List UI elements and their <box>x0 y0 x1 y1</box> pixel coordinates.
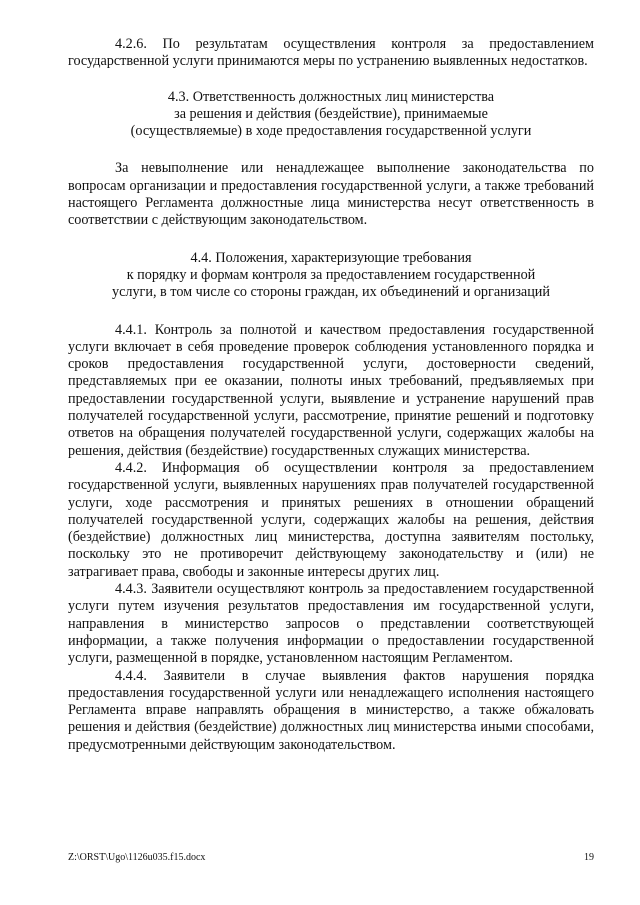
heading-line: 4.3. Ответственность должностных лиц министерства <box>167 88 495 105</box>
paragraph-4-4-4: 4.4.4. Заявители в случае выявления фактов нарушения порядка предоставления государственной услуги или ненадлежащего исполнения настоящего Регламента вправе направлять обращения в министерство, а также обжаловать решения и действия (бездействие) должностных лиц министерства иными способами, предусмотренными действующим законодательством. <box>68 667 594 753</box>
file-path: Z:\ORST\Ugo\1126u035.f15.docx <box>68 852 206 863</box>
paragraph-4-4-2: 4.4.2. Информация об осуществлении контроля за предоставлением государственной услуги, выявленных нарушениях прав получателей государственной услуги, ходе рассмотрения и принятых решениях в отношении обращений получателей государственной услуги, содержащих жалобы на решения, действия (бездействие) должностных лиц министерства, доступна заявителям постольку, поскольку это не противоречит действующему законодательству и (или) не затрагивает права, свободы и законные интересы других лиц. <box>68 459 594 580</box>
paragraph-4-4-1: 4.4.1. Контроль за полнотой и качеством предоставления государственной услуги включает в себя проведение проверок соблюдения установленного порядка и сроков предоставления государственной услуги, достоверности сведений, представляемых при ее оказании, полноты иных требований, предъявляемых при предоставлении государственной услуги, выявление и устранение нарушений прав получателей государственной услуги, рассмотрение, принятие решений и подготовку ответов на обращения получателей государственной услуги, содержащих жалобы на решения, действия (бездействие) государственных служащих министерства. <box>68 321 594 459</box>
section-4-3-heading <box>68 89 594 141</box>
heading-line: (осуществляемые) в ходе предоставления государственной услуги <box>130 123 532 140</box>
paragraph-4-4-3: 4.4.3. Заявители осуществляют контроль за предоставлением государственной услуги путем изучения результатов предоставления им государственной услуги, направления в министерство запросов о представлении соответствующей информации, а также получения информации о предоставлении государственной услуги, размещенной в порядке, установленном настоящим Регламентом. <box>68 581 594 667</box>
section-4-3-text: За невыполнение или ненадлежащее выполнение законодательства по вопросам организации и предоставления государственной услуги, а также требований настоящего Регламента должностные лица министерства несут ответственность в соответствии с действующим законодательством. <box>68 160 594 229</box>
heading-line: 4.4. Положения, характеризующие требования <box>190 249 472 266</box>
section-4-4-heading <box>68 250 594 302</box>
paragraph-4-2-6: 4.2.6. По результатам осуществления контроля за предоставлением государственной услуги принимаются меры по устранению выявленных недостатков. <box>68 36 594 70</box>
page-number: 19 <box>584 852 594 863</box>
document-page <box>68 36 594 754</box>
heading-line: к порядку и формам контроля за предоставлением государственной <box>126 266 536 283</box>
heading-line: за решения и действия (бездействие), принимаемые <box>174 105 488 122</box>
heading-line: услуги, в том числе со стороны граждан, их объединений и организаций <box>111 284 550 301</box>
